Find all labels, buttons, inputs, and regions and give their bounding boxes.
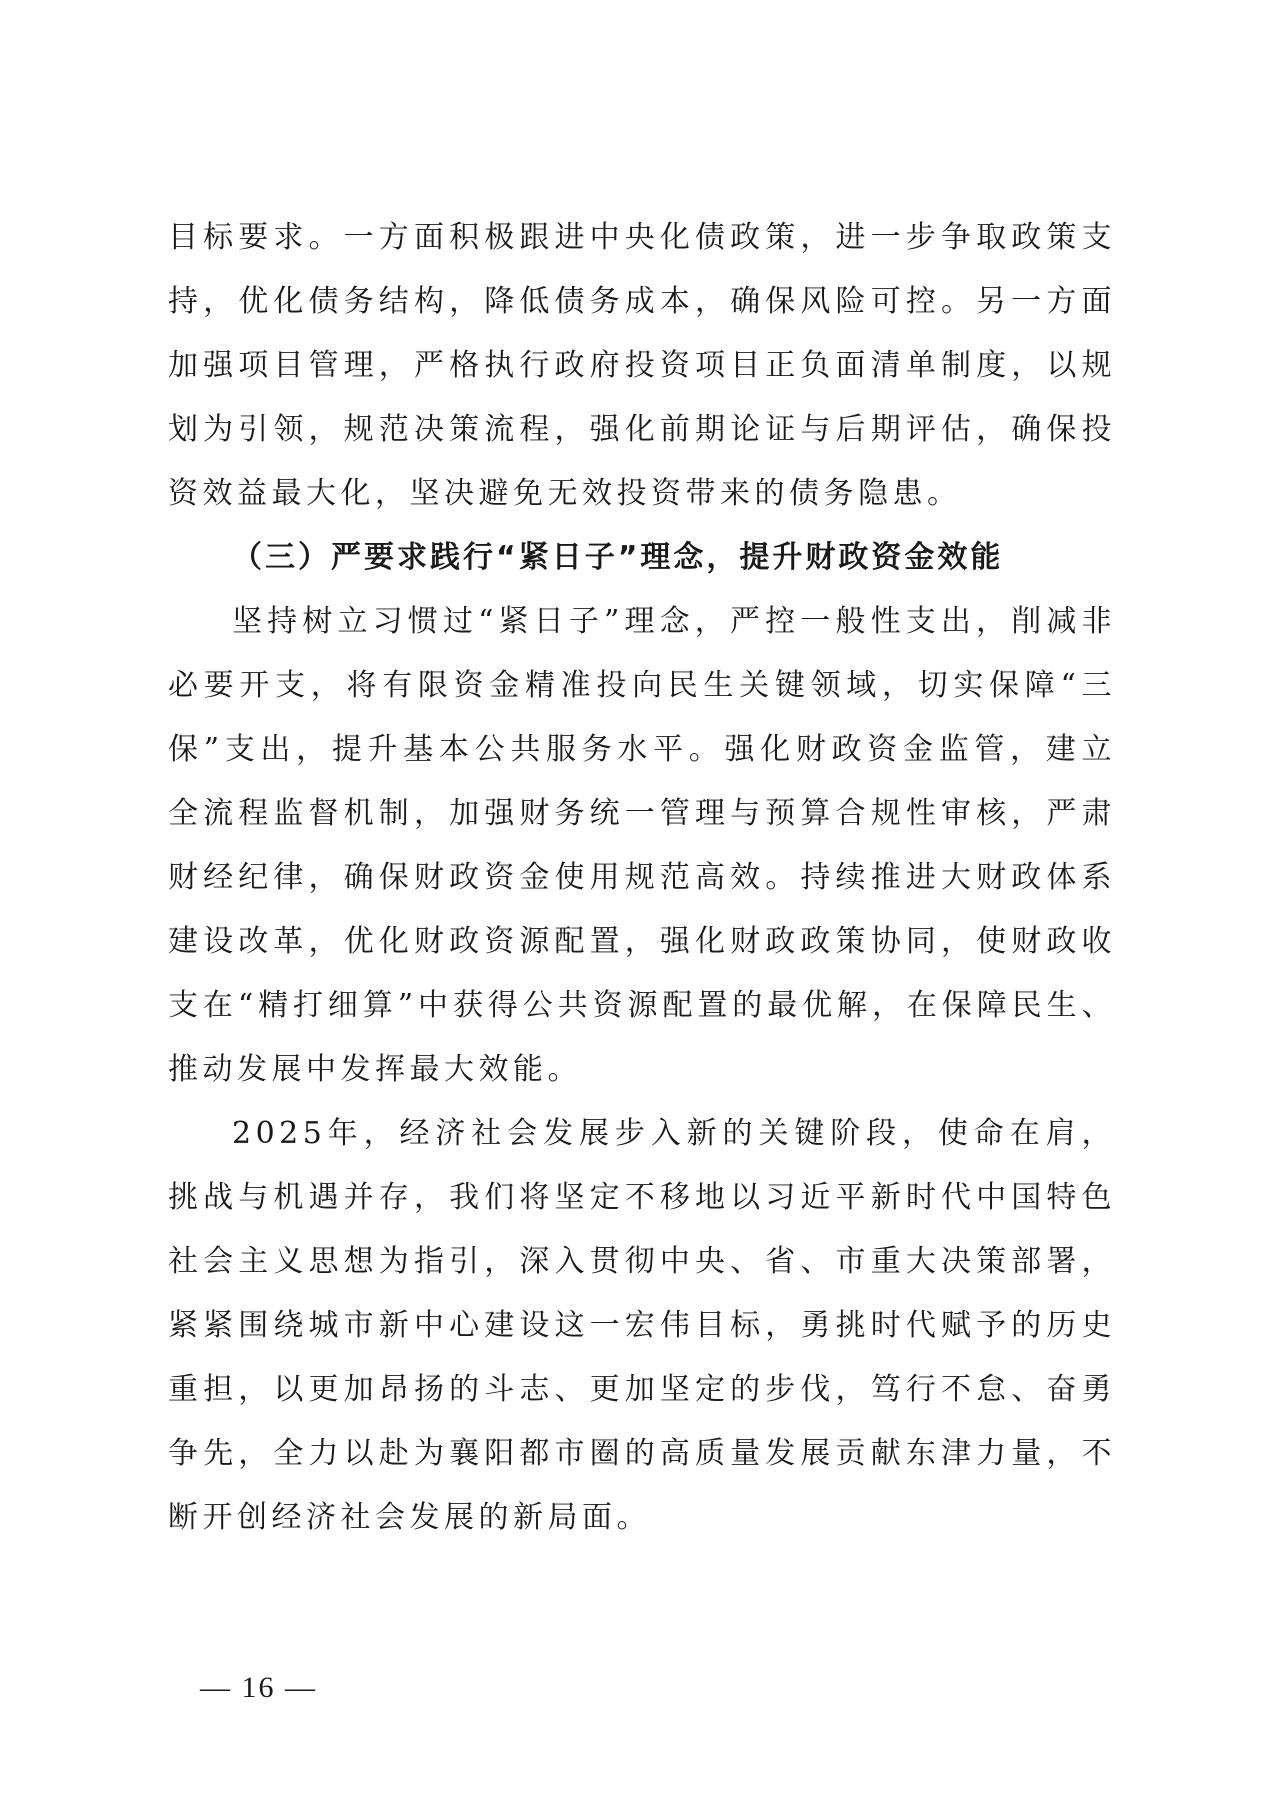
page-number: — 16 — xyxy=(200,1671,317,1704)
paragraph-debt-management: 目标要求。一方面积极跟进中央化债政策，进一步争取政策支持，优化债务结构，降低债务成本，确保风险可控。另一方面加强项目管理，严格执行政府投资项目正负面清单制度，以规划为引领，规范决策流程，强化前期论证与后期评估，确保投资效益最大化，坚决避免无效投资带来的债务隐患。 xyxy=(168,220,1116,511)
section-heading-3: （三）严要求践行“紧日子”理念，提升财政资金效能 xyxy=(232,540,1004,575)
paragraph-conclusion-2025: 2025年，经济社会发展步入新的关键阶段，使命在肩，挑战与机遇并存，我们将坚定不移地以习近平新时代中国特色社会主义思想为指引，深入贯彻中央、省、市重大决策部署，紧紧围绕城市新中心建设这一宏伟目标，勇挑时代赋予的历史重担，以更加昂扬的斗志、更加坚定的步伐，笃行不怠、奋勇争先，全力以赴为襄阳都市圈的高质量发展贡献东津力量，不断开创经济社会发展的新局面。 xyxy=(168,1116,1116,1535)
paragraph-tight-budget: 坚持树立习惯过“紧日子”理念，严控一般性支出，削减非必要开支，将有限资金精准投向民生关键领域，切实保障“三保”支出，提升基本公共服务水平。强化财政资金监管，建立全流程监督机制，加强财务统一管理与预算合规性审核，严肃财经纪律，确保财政资金使用规范高效。持续推进大财政体系建设改革，优化财政资源配置，强化财政政策协同，使财政收支在“精打细算”中获得公共资源配置的最优解，在保障民生、推动发展中发挥最大效能。 xyxy=(168,604,1116,1087)
